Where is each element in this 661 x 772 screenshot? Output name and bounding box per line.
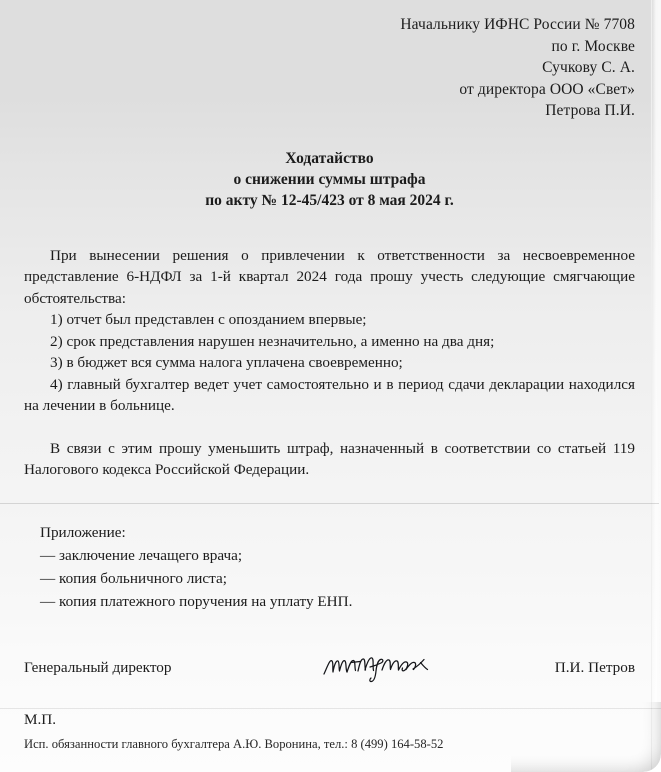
document-footer (0, 708, 661, 753)
ground-item-1: 1) отчет был представлен с опозданием впервые; (50, 311, 367, 328)
stamp-place-note: М.П. (24, 710, 57, 728)
handwritten-signature-icon (320, 645, 440, 685)
addressee-line-4: от директора ООО «Свет» (459, 80, 635, 98)
addressee-block (24, 0, 635, 122)
footer-contact-line: Исп. обязанности главного бухгалтера А.Ю. Воронина, тел.: 8 (499) 164-58-52 (24, 737, 444, 751)
attachment-item-3: — копия платежного поручения на уплату ЕНП. (40, 592, 353, 610)
ground-item-4: 4) главный бухгалтер ведет учет самостоятельно и в период сдачи декларации находился на лечении в больнице. (24, 375, 635, 414)
title-line-3: по акту № 12-45/423 от 8 мая 2024 г. (205, 191, 454, 209)
ground-item-2: 2) срок представления нарушен незначительно, а именно на два дня; (50, 332, 495, 350)
title-line-2: о снижении суммы штрафа (233, 170, 426, 188)
divider-above-attachments (0, 503, 659, 504)
addressee-line-5: Петрова П.И. (545, 102, 635, 119)
attachment-item-1: — заключение лечащего врача; (40, 546, 243, 564)
signatory-role: Генеральный директор (24, 658, 172, 676)
title-line-1: Ходатайство (285, 149, 374, 167)
document-title (24, 148, 635, 211)
attachment-item-2: — копия больничного листа; (40, 569, 227, 587)
addressee-line-2: по г. Москве (551, 37, 635, 55)
addressee-line-3: Сучкову С. А. (542, 59, 635, 76)
signatory-name: П.И. Петров (554, 658, 635, 676)
intro-paragraph: При вынесении решения о привлечении к ответственности за несвоевременное представление 6-НДФЛ за 1-й квартал 2024 года прошу учесть следующие смягчающие обстоятельства: (24, 246, 635, 307)
attachments-block (24, 521, 635, 613)
ground-item-3: 3) в бюджет вся сумма налога уплачена своевременно; (50, 354, 403, 371)
closing-paragraph: В связи с этим прошу уменьшить штраф, назначенный в соответствии со статьей 119 Налогового кодекса Российской Федерации. (24, 439, 635, 478)
attachments-heading: Приложение: (40, 523, 126, 541)
addressee-line-1: Начальнику ИФНС России № 7708 (400, 16, 635, 33)
document-body (24, 245, 635, 481)
signature-row (24, 657, 635, 687)
